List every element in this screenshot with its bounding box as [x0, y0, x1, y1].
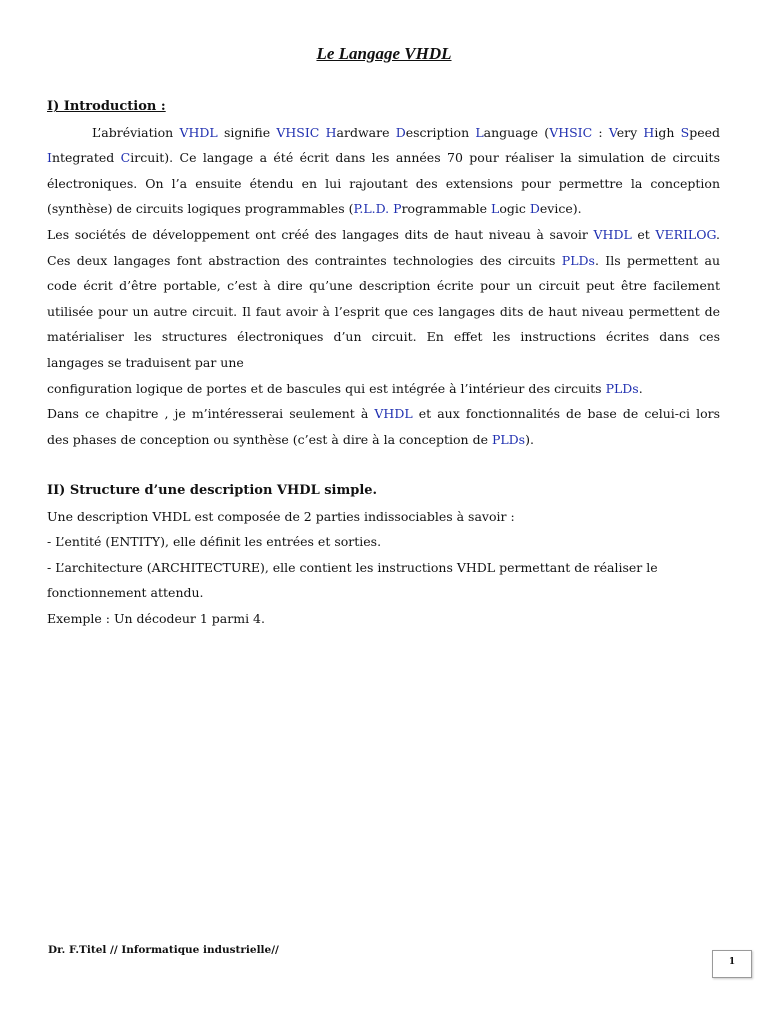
list-item-entity: - L’entité (ENTITY), elle définit les entrées et sorties.	[47, 534, 382, 550]
section-heading-structure: II) Structure d’une description VHDL simple.	[47, 483, 378, 498]
paragraph-line: fonctionnement attendu.	[47, 585, 204, 601]
paragraph-line: Ces deux langages font abstraction des contraintes technologies des circuits PLDs. Ils permettent au	[47, 252, 721, 268]
paragraph-2	[47, 222, 720, 401]
page-title: Le Langage VHDL	[316, 44, 452, 63]
section-introduction	[47, 94, 720, 452]
page-number: 1	[728, 957, 736, 967]
paragraph-1	[47, 120, 720, 222]
section-structure	[47, 478, 720, 632]
paragraph-line: Dans ce chapitre , je m’intéresserai seulement à VHDL et aux fonctionnalités de base de celui-ci lors	[47, 406, 720, 422]
list-item-architecture: - L’architecture (ARCHITECTURE), elle contient les instructions VHDL permettant de réaliser le	[47, 559, 658, 575]
paragraph-line: Les sociétés de développement ont créé des langages dits de haut niveau à savoir VHDL et VERILOG.	[47, 226, 720, 242]
paragraph-line: langages se traduisent par une	[47, 354, 244, 370]
paragraph-line: des phases de conception ou synthèse (c’est à dire à la conception de PLDs).	[47, 431, 534, 447]
paragraph-line: matérialiser les structures électroniques d’un circuit. En effet les instructions écrites dans ces	[47, 329, 720, 345]
example-line: Exemple : Un décodeur 1 parmi 4.	[47, 610, 265, 626]
paragraph-3	[47, 401, 720, 452]
paragraph-line: L’abréviation VHDL signifie VHSIC Hardware Description Language (VHSIC : Very High Speed	[92, 124, 720, 140]
paragraph-line: Integrated Circuit). Ce langage a été écrit dans les années 70 pour réaliser la simulation de circuits	[47, 150, 720, 166]
paragraph-line: Une description VHDL est composée de 2 parties indissociables à savoir :	[47, 508, 515, 524]
section-heading-introduction: I) Introduction :	[47, 99, 166, 114]
paragraph-line: code écrit d’être portable, c’est à dire qu’une description écrite pour un circuit peut être facilement	[47, 278, 720, 294]
paragraph-line: configuration logique de portes et de bascules qui est intégrée à l’intérieur des circuits PLDs.	[47, 380, 643, 396]
page-number-box	[712, 950, 752, 978]
page-footer: Dr. F.Titel // Informatique industrielle//	[48, 944, 279, 956]
paragraph-line: utilisée pour un autre circuit. Il faut avoir à l’esprit que ces langages dits de haut niveau permettent de	[47, 303, 720, 319]
paragraph-line: (synthèse) de circuits logiques programmables (P.L.D. Programmable Logic Device).	[47, 201, 582, 217]
paragraph-line: électroniques. On l’a ensuite étendu en lui rajoutant des extensions pour permettre la conception	[47, 175, 720, 191]
